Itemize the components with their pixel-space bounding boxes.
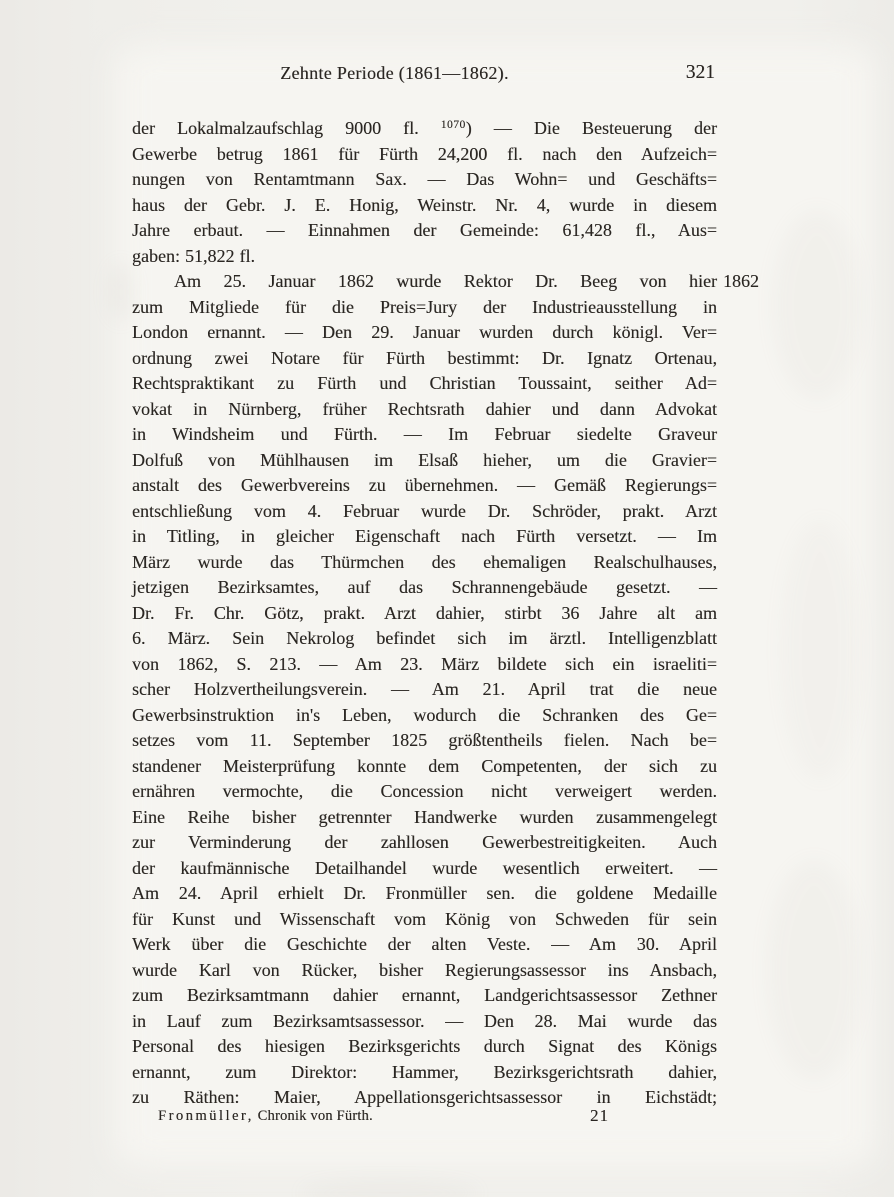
- body-line: [132, 116, 717, 142]
- body-line: Personal des hiesigen Bezirksgerichts durch Signat des Königs: [132, 1036, 717, 1056]
- body-line: jetzigen Bezirksamtes, auf das Schrannengebäude gesetzt. —: [132, 577, 717, 597]
- body-text: [132, 116, 759, 1111]
- body-line: London ernannt. — Den 29. Januar wurden durch königl. Ver=: [132, 322, 717, 342]
- margin-year: 1862: [723, 271, 759, 291]
- body-line: Dolfuß von Mühlhausen im Elsaß hieher, um die Gravier=: [132, 449, 717, 470]
- body-line: in Windsheim und Fürth. — Im Februar siedelte Graveur: [132, 424, 717, 444]
- body-line: zur Verminderung der zahllosen Gewerbestreitigkeiten. Auch: [132, 832, 717, 852]
- body-line: März wurde das Thürmchen des ehemaligen Realschulhauses,: [132, 551, 717, 572]
- body-line: vokat in Nürnberg, früher Rechtsrath dahier und dann Advokat: [132, 398, 717, 419]
- body-line: Gewerbe betrug 1861 für Fürth 24,200 fl. nach den Aufzeich=: [132, 143, 717, 164]
- running-title: Zehnte Periode (1861—1862).: [280, 63, 509, 83]
- body-line: zu Räthen: Maier, Appellationsgerichtsassessor in Eichstädt;: [132, 1087, 717, 1107]
- body-line: für Kunst und Wissenschaft vom König von Schweden für sein: [132, 908, 717, 929]
- body-line: anstalt des Gewerbvereins zu übernehmen. — Gemäß Regierungs=: [132, 475, 717, 495]
- body-line: Gewerbsinstruktion in's Leben, wodurch die Schranken des Ge=: [132, 704, 717, 725]
- body-line: Dr. Fr. Chr. Götz, prakt. Arzt dahier, stirbt 36 Jahre alt am: [132, 602, 717, 623]
- footnote-marker: 1070: [440, 119, 466, 131]
- page-footer: [132, 1108, 717, 1132]
- body-line: nungen von Rentamtmann Sax. — Das Wohn= und Geschäfts=: [132, 169, 717, 189]
- footer-author: Fronmüller,: [158, 1108, 254, 1124]
- body-line: wurde Karl von Rücker, bisher Regierungsassessor ins Ansbach,: [132, 959, 717, 980]
- scan-artifact: [300, 1180, 480, 1197]
- body-line: Rechtspraktikant zu Fürth und Christian Toussaint, seither Ad=: [132, 373, 717, 393]
- body-line: 6. März. Sein Nekrolog befindet sich im ärztl. Intelligenzblatt: [132, 628, 717, 648]
- body-line: ernannt, zum Direktor: Hammer, Bezirksgerichtsrath dahier,: [132, 1061, 717, 1082]
- scan-artifact: [108, 262, 134, 322]
- body-line: in Lauf zum Bezirksamtsassessor. — Den 28. Mai wurde das: [132, 1010, 717, 1031]
- body-line: setzes vom 11. September 1825 größtentheils fielen. Nach be=: [132, 730, 717, 750]
- body-line: entschließung vom 4. Februar wurde Dr. Schröder, prakt. Arzt: [132, 500, 717, 521]
- body-line: Werk über die Geschichte der alten Veste. — Am 30. April: [132, 934, 717, 954]
- body-line: in Titling, in gleicher Eigenschaft nach Fürth versetzt. — Im: [132, 526, 717, 546]
- sheet-signature-number: 21: [590, 1106, 609, 1125]
- body-line: standener Meisterprüfung konnte dem Competenten, der sich zu: [132, 755, 717, 776]
- scan-artifact: [772, 210, 862, 400]
- body-line: von 1862, S. 213. — Am 23. März bildete sich ein israeliti=: [132, 653, 717, 674]
- body-line-paragraph-start: [132, 269, 759, 295]
- footer-work-title: Chronik von Fürth.: [253, 1108, 373, 1124]
- line-text: der Lokalmalzaufschlag 9000 fl.: [132, 118, 419, 138]
- line-text: Am 25. Januar 1862 wurde Rektor Dr. Beeg von hier: [174, 271, 717, 291]
- body-line: Am 24. April erhielt Dr. Fronmüller sen. die goldene Medaille: [132, 883, 717, 903]
- body-line: zum Mitgliede für die Preis=Jury der Industrieausstellung in: [132, 296, 717, 317]
- body-line: Eine Reihe bisher getrennter Handwerke wurden zusammengelegt: [132, 806, 717, 827]
- body-line: der kaufmännische Detailhandel wurde wesentlich erweitert. —: [132, 857, 717, 878]
- scan-artifact: [780, 520, 860, 780]
- scan-artifact: [766, 860, 862, 1080]
- body-line: zum Bezirksamtmann dahier ernannt, Landgerichtsassessor Zethner: [132, 985, 717, 1005]
- body-line: haus der Gebr. J. E. Honig, Weinstr. Nr. 4, wurde in diesem: [132, 194, 717, 215]
- body-line: Jahre erbaut. — Einnahmen der Gemeinde: 61,428 fl., Aus=: [132, 220, 717, 240]
- body-line: scher Holzvertheilungsverein. — Am 21. April trat die neue: [132, 679, 717, 699]
- body-line: gaben: 51,822 fl.: [132, 245, 255, 266]
- body-line: ordnung zwei Notare für Fürth bestimmt: Dr. Ignatz Ortenau,: [132, 347, 717, 368]
- body-line: ernähren vermochte, die Concession nicht verweigert werden.: [132, 781, 717, 801]
- page-number: 321: [685, 62, 715, 83]
- page-header: [132, 63, 717, 89]
- line-text: ) — Die Besteuerung der: [465, 118, 717, 138]
